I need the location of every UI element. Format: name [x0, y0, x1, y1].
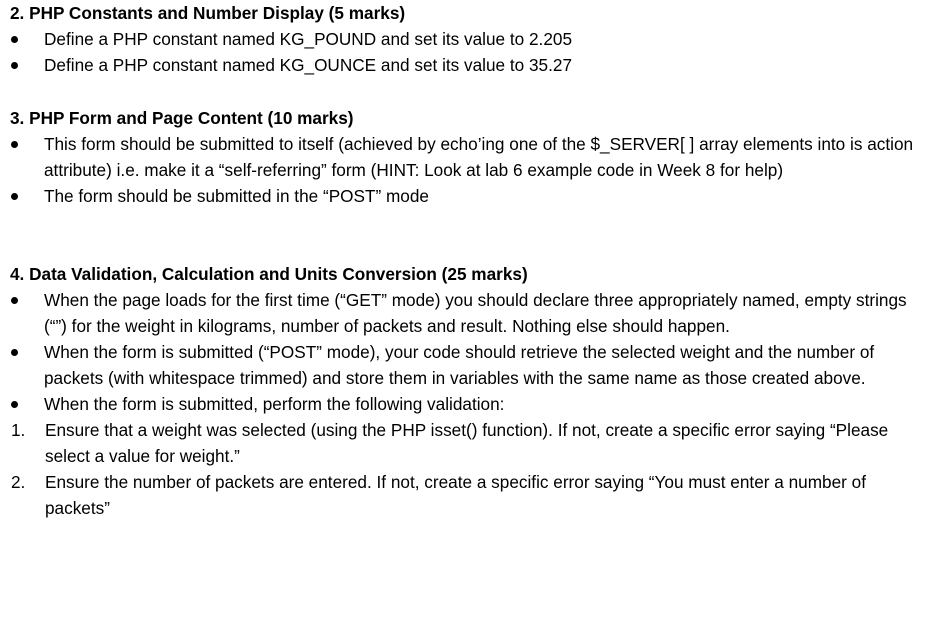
section-php-constants: [10, 0, 925, 78]
list-item: [10, 339, 925, 391]
list-item: [10, 287, 925, 339]
bullet-icon: [11, 141, 18, 148]
list-item-text: This form should be submitted to itself (achieved by echo’ing one of the $_SERVER[ ] array elements into is action attribute) i.e. make it a “self-referring” form (HINT: Look at lab 6 example code in Week 8 for help): [44, 134, 914, 180]
section-heading: 4. Data Validation, Calculation and Units Conversion (25 marks): [10, 264, 528, 284]
section-heading: 3. PHP Form and Page Content (10 marks): [10, 108, 354, 128]
step-number: 2.: [11, 472, 26, 492]
list-item-text: The form should be submitted in the “POST” mode: [44, 186, 429, 206]
bullet-list: [10, 131, 925, 209]
bullet-list: [10, 287, 925, 417]
step-text: Ensure the number of packets are entered. If not, create a specific error saying “You must enter a number of packets”: [45, 472, 866, 518]
list-item: [10, 131, 925, 183]
section-php-form: [10, 105, 925, 209]
step-text: Ensure that a weight was selected (using the PHP isset() function). If not, create a specific error saying “Please select a value for weight.”: [45, 420, 889, 466]
list-item-text: Define a PHP constant named KG_OUNCE and set its value to 35.27: [44, 55, 573, 75]
numbered-item: [0, 417, 925, 469]
list-item: [10, 183, 925, 209]
bullet-icon: [11, 36, 18, 43]
section-heading: 2. PHP Constants and Number Display (5 marks): [10, 3, 406, 23]
bullet-icon: [11, 193, 18, 200]
list-item-text: When the form is submitted, perform the following validation:: [44, 394, 505, 414]
list-item: [10, 391, 925, 417]
bullet-list: [10, 26, 925, 78]
list-item: [10, 52, 925, 78]
bullet-icon: [11, 62, 18, 69]
list-item-text: When the page loads for the first time (“GET” mode) you should declare three appropriately named, empty strings (“”) for the weight in kilograms, number of packets and result. Nothing else should happen.: [44, 290, 907, 336]
list-item-text: When the form is submitted (“POST” mode), your code should retrieve the selected weight and the number of packets (with whitespace trimmed) and store them in variables with the same name as those created above.: [44, 342, 875, 388]
numbered-item: [0, 469, 925, 521]
section-data-validation: [10, 261, 925, 521]
step-number: 1.: [11, 420, 26, 440]
bullet-icon: [11, 349, 18, 356]
bullet-icon: [11, 297, 18, 304]
numbered-list: [0, 417, 925, 521]
list-item: [10, 26, 925, 52]
bullet-icon: [11, 401, 18, 408]
list-item-text: Define a PHP constant named KG_POUND and set its value to 2.205: [44, 29, 573, 49]
